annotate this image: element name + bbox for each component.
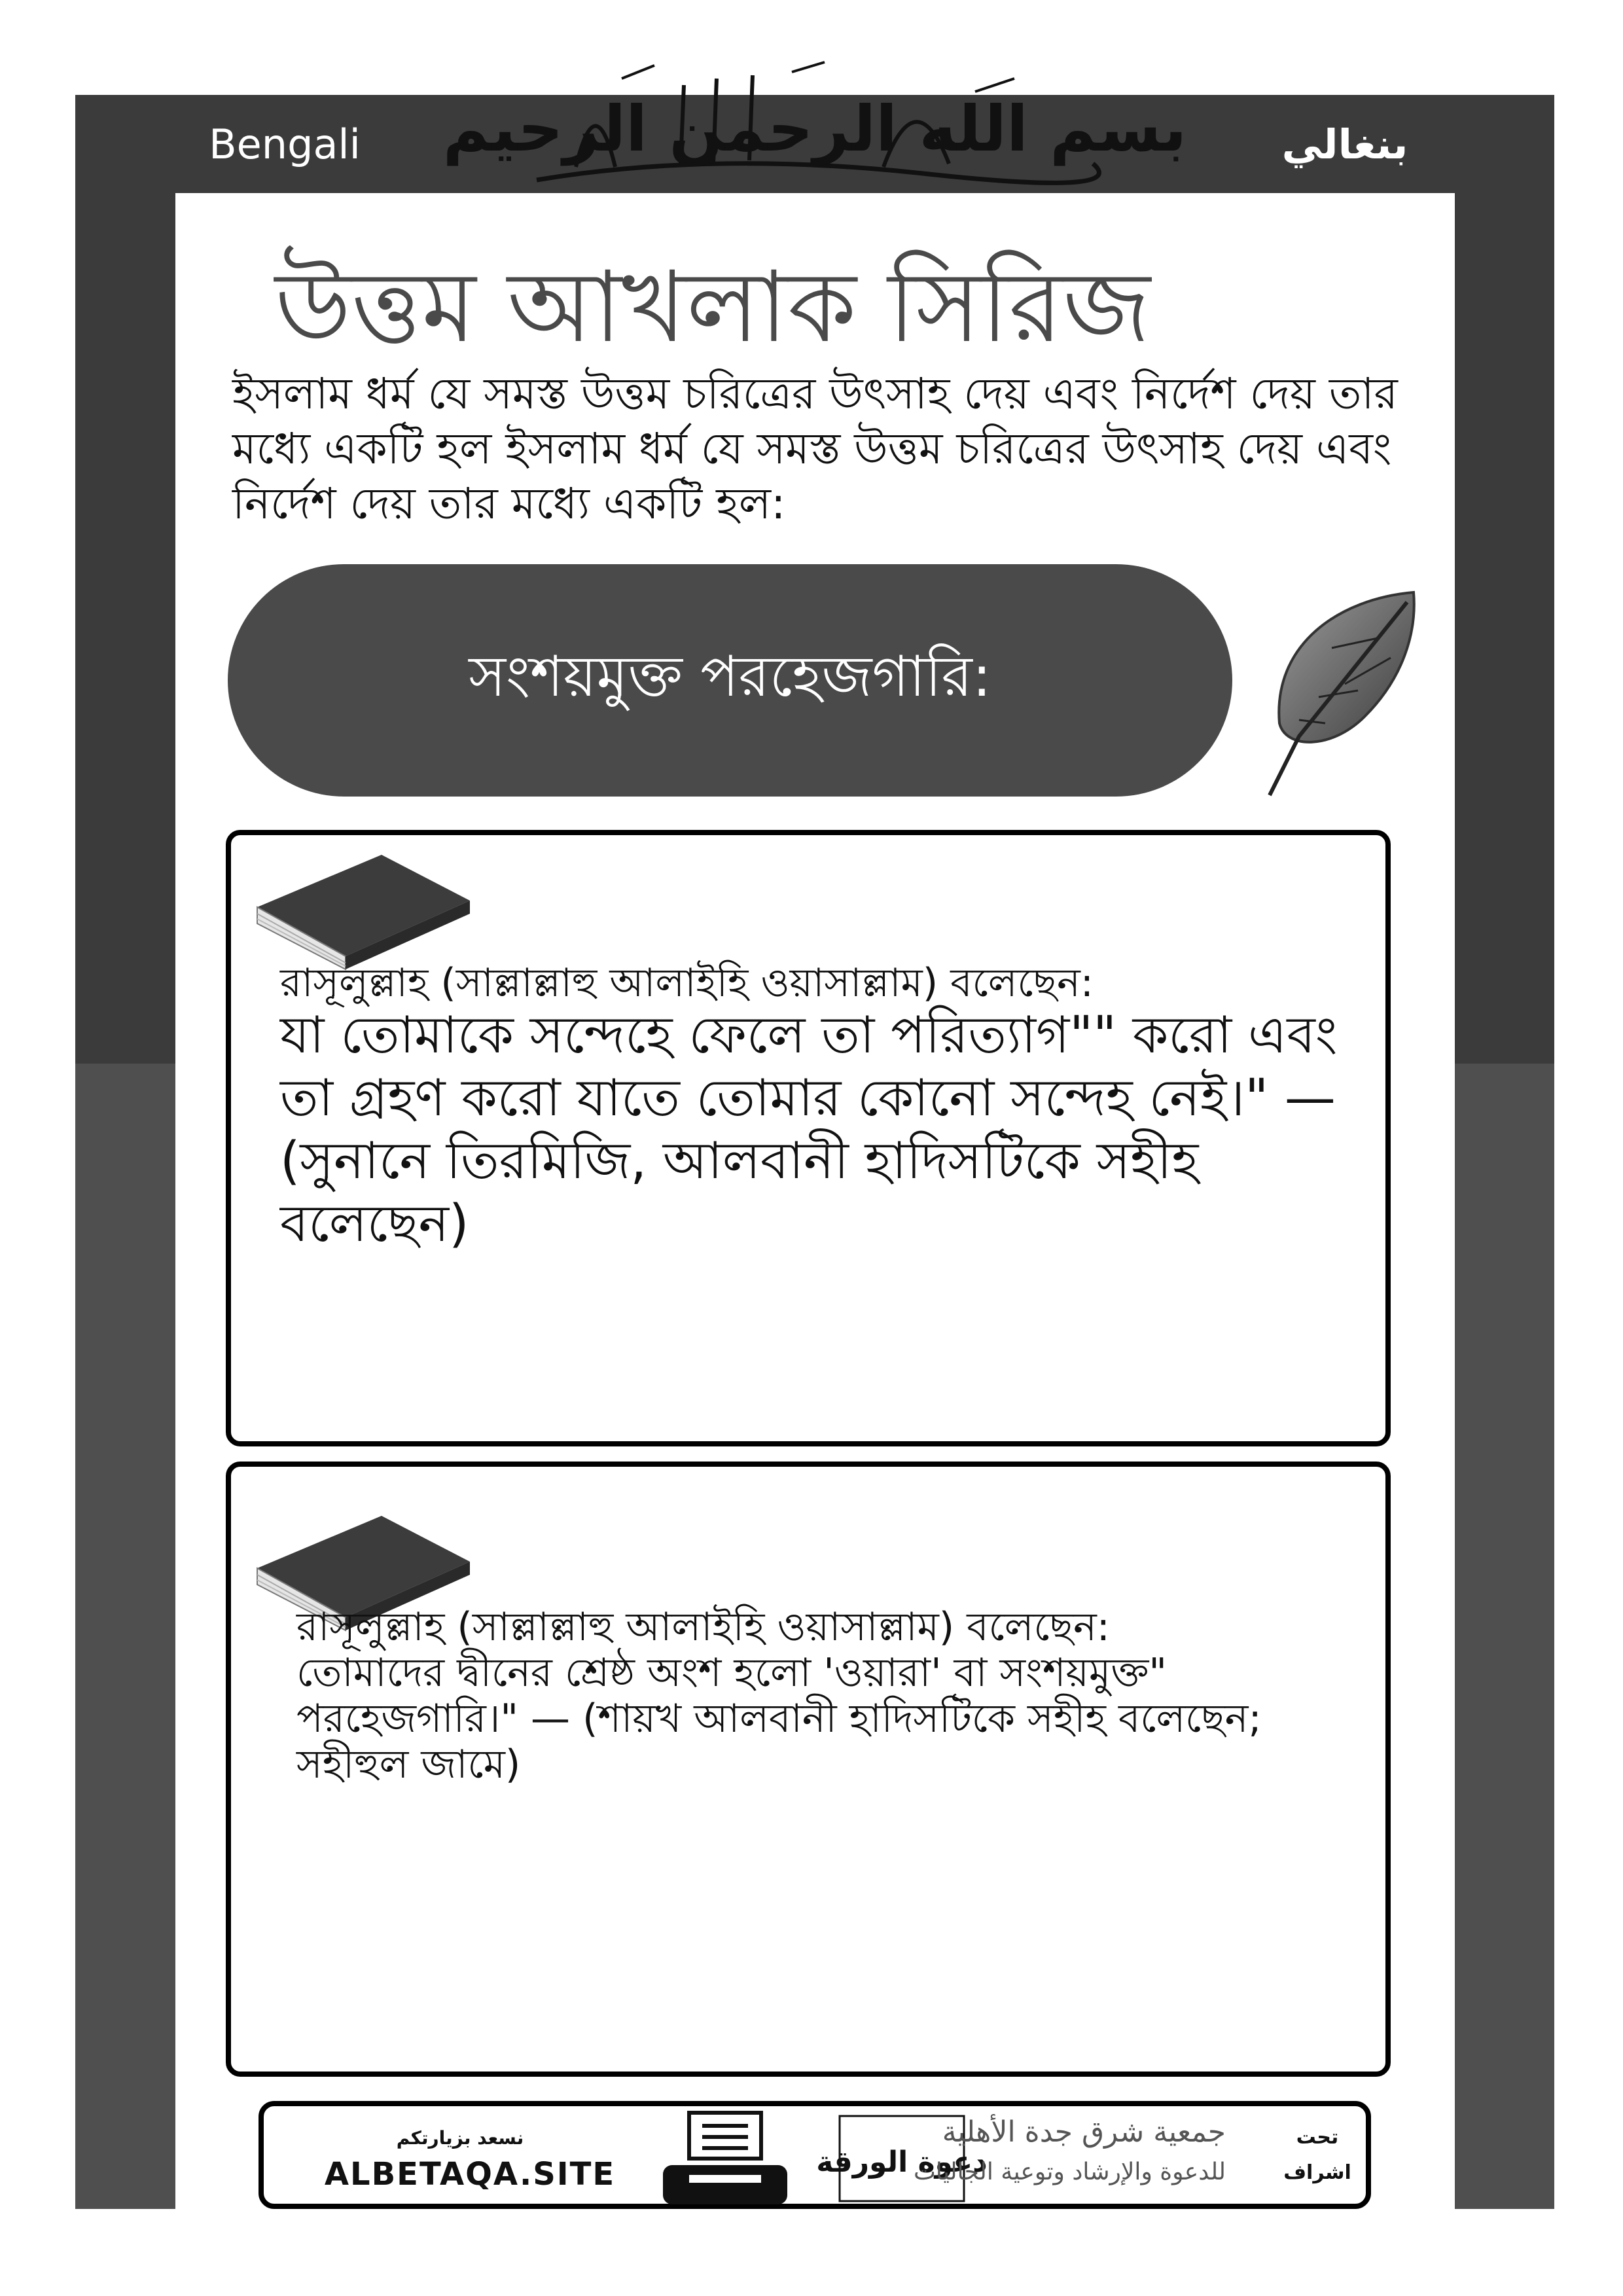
association-logo bbox=[913, 2115, 1226, 2200]
website-link[interactable]: ALBETAQA.SITE bbox=[324, 2156, 616, 2193]
intro-paragraph: ইসলাম ধর্ম যে সমস্ত উত্তম চরিত্রের উৎসাহ দেয় এবং নির্দেশ দেয় তার মধ্যে একটি হল ইসলাম ধর্ম যে সমস্ত উত্তম চরিত্রের উৎসাহ দেয় এবং নির্দেশ দেয় তার মধ্যে একটি হল: bbox=[232, 368, 1398, 529]
hadith-card-1 bbox=[226, 830, 1391, 1446]
language-label-english: Bengali bbox=[75, 95, 494, 193]
language-label-arabic: بنغالي bbox=[1135, 95, 1554, 193]
card-1-hadith-text: যা তোমাকে সন্দেহে ফেলে তা পরিত্যাগ"" করো এবং তা গ্রহণ করো যাতে তোমার কোনো সন্দেহ নেই।" — (সুনানে তিরমিজি, আলবানী হাদিসটিকে সহীহ বলেছেন) bbox=[280, 1006, 1338, 1253]
basmala-calligraphy bbox=[442, 39, 1187, 203]
basmala-text: بسم الله الرحمن الرحيم bbox=[442, 92, 1187, 166]
card-2-narrator: রাসূলুল্লাহ (সাল্লাল্লাহু আলাইহি ওয়াসাল্লাম) বলেছেন: bbox=[296, 1604, 1110, 1650]
page-title: উত্তম আখলাক সিরিজ bbox=[275, 251, 1151, 365]
topic-banner bbox=[228, 564, 1232, 797]
association-subtitle: للدعوة والإرشاد وتوعية الجاليات bbox=[913, 2159, 1226, 2185]
printer-icon[interactable] bbox=[660, 2109, 791, 2208]
dawa-logo-text: دعوة الورقة bbox=[816, 2145, 988, 2179]
card-2-hadith-text bbox=[296, 1604, 1370, 1787]
card-2-quote: তোমাদের দ্বীনের শ্রেষ্ঠ অংশ হলো 'ওয়ারা' বা সংশয়মুক্ত" পরহেজগারি।" — (শায়খ আলবানী হাদিসটিকে সহীহ বলেছেন; সহীহুল জামে) bbox=[296, 1650, 1262, 1787]
supervision-label-top: تحت bbox=[1296, 2126, 1339, 2149]
footer-slogan: نسعد بزيارتكم bbox=[396, 2127, 524, 2149]
supervision-label-bottom: اشراف bbox=[1283, 2161, 1351, 2184]
footer-bar bbox=[259, 2101, 1371, 2209]
association-name: جمعية شرق جدة الأهلية bbox=[942, 2115, 1226, 2149]
hadith-card-2 bbox=[226, 1462, 1391, 2077]
leaf-icon bbox=[1253, 586, 1423, 802]
card-1-narrator: রাসূলুল্লাহ (সাল্লাল্লাহু আলাইহি ওয়াসাল্লাম) বলেছেন: bbox=[280, 960, 1094, 1006]
topic-title: সংশয়মুক্ত পরহেজগারি: bbox=[469, 644, 991, 709]
